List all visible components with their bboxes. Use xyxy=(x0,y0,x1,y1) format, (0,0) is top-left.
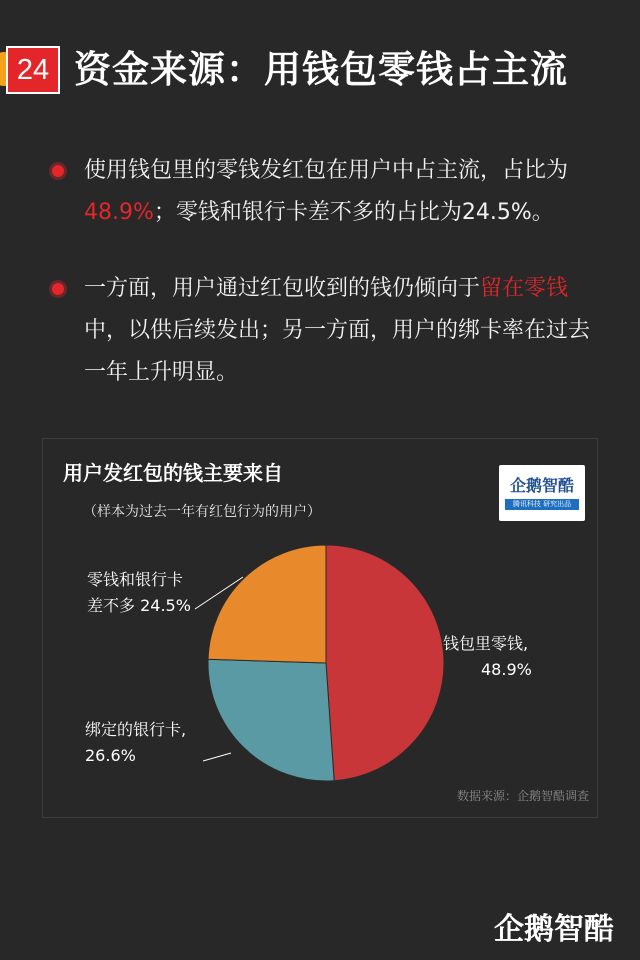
footer-logo xyxy=(490,900,630,950)
page-number: 24 xyxy=(6,46,60,94)
bullet-item-2 xyxy=(50,268,610,394)
slice-label-1: 钱包里零钱, xyxy=(443,634,529,653)
logo-strip: 腾讯科技 研究出品 xyxy=(505,499,579,510)
bullet-dot-icon xyxy=(52,165,64,177)
chart-panel xyxy=(42,438,598,818)
bullet-2-text-2: 中，以供后续发出；另一方面，用户的绑卡率在过去一年上升明显。 xyxy=(84,318,591,385)
slice-value-2: 26.6% xyxy=(85,746,136,765)
leader-line-2 xyxy=(203,753,231,761)
bullet-1-text: 使用钱包里的零钱发红包在用户中占主流，占比为 xyxy=(84,158,569,183)
slice-label-2: 绑定的银行卡, xyxy=(85,720,187,739)
bullet-item-1 xyxy=(50,150,610,234)
bullet-list xyxy=(50,150,610,394)
pie-slice-2 xyxy=(208,659,334,781)
slice-value-1: 48.9% xyxy=(481,660,532,679)
header xyxy=(0,38,640,102)
bullet-1-text-2: ；零钱和银行卡差不多的占比为24.5%。 xyxy=(153,200,554,225)
chart-title: 用户发红包的钱主要来自 xyxy=(63,461,283,485)
bullet-1-highlight: 48.9% xyxy=(84,200,154,225)
slice-value-3: 差不多 24.5% xyxy=(87,596,191,615)
footer-brand: 企鹅智酷 xyxy=(494,912,614,947)
page-title: 资金来源：用钱包零钱占主流 xyxy=(74,48,568,91)
bullet-dot-icon xyxy=(52,283,64,295)
logo-text: 企鹅智酷 xyxy=(509,476,574,495)
page-number-badge xyxy=(0,38,62,102)
pie-chart xyxy=(43,439,599,819)
slice-label-3: 零钱和银行卡 xyxy=(87,570,184,589)
pie-slice-1 xyxy=(326,545,444,781)
bullet-2-highlight: 留在零钱 xyxy=(480,276,569,301)
pie-slice-3 xyxy=(208,545,326,663)
chart-subtitle: （样本为过去一年有红包行为的用户） xyxy=(83,504,321,520)
bullet-2-text: 一方面，用户通过红包收到的钱仍倾向于 xyxy=(84,276,481,301)
data-source: 数据来源：企鹅智酷调查 xyxy=(456,789,589,803)
